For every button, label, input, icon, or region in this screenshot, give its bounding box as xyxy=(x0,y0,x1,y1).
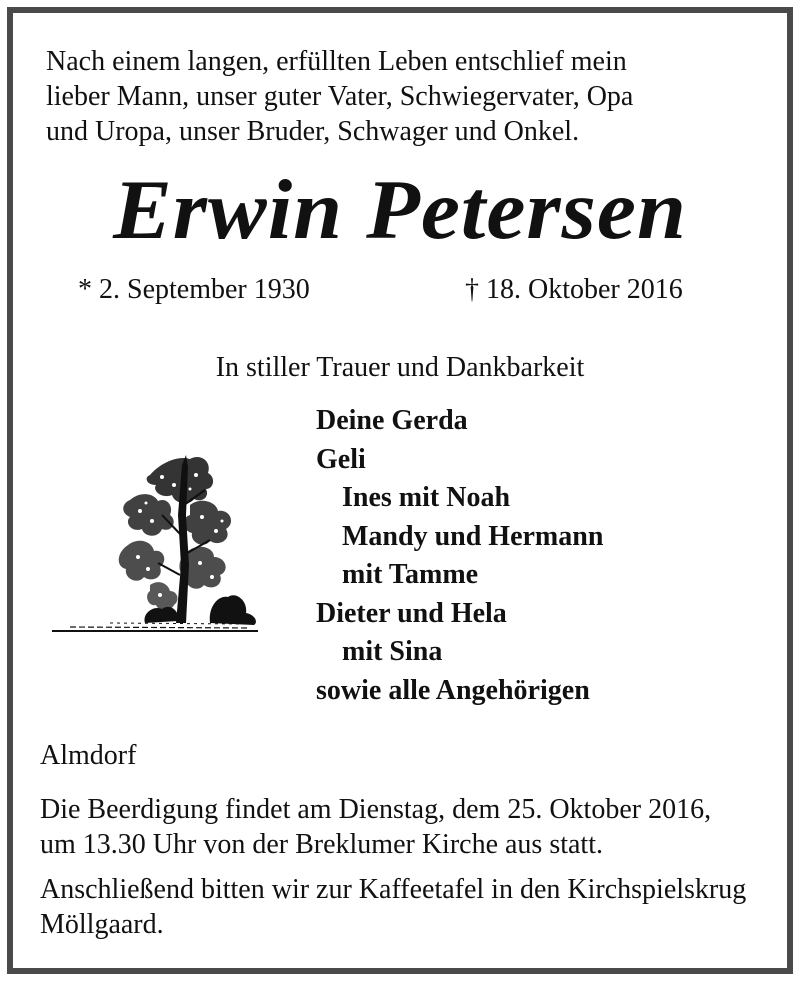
birch-tree-icon xyxy=(50,445,265,640)
family-list xyxy=(316,402,603,710)
intro-text xyxy=(46,44,761,149)
coffee-line: Möllgaard. xyxy=(40,909,164,940)
family-member: Deine Gerda xyxy=(316,405,468,436)
place-name: Almdorf xyxy=(40,740,137,771)
coffee-line: Anschließend bitten wir zur Kaffeetafel in den Kirchspielskrug xyxy=(40,874,747,905)
family-member: mit Sina xyxy=(342,636,443,667)
family-member: Ines mit Noah xyxy=(342,482,511,513)
intro-line: lieber Mann, unser guter Vater, Schwiegervater, Opa xyxy=(46,81,634,112)
family-member: mit Tamme xyxy=(342,559,479,590)
intro-line: Nach einem langen, erfüllten Leben entschlief mein xyxy=(46,46,627,77)
family-member: Dieter und Hela xyxy=(316,597,507,629)
funeral-line: Die Beerdigung findet am Dienstag, dem 25. Oktober 2016, xyxy=(40,794,712,825)
family-member: sowie alle Angehörigen xyxy=(316,674,590,706)
mourning-line: In stiller Trauer und Dankbarkeit xyxy=(215,352,585,383)
funeral-info xyxy=(40,792,765,862)
intro-line: und Uropa, unser Bruder, Schwager und Onkel. xyxy=(46,116,580,147)
family-member: Mandy und Hermann xyxy=(342,520,604,552)
funeral-line: um 13.30 Uhr von der Breklumer Kirche aus statt. xyxy=(40,829,603,860)
birth-date: * 2. September 1930 xyxy=(78,274,310,305)
deceased-name: Erwin Petersen xyxy=(113,163,687,258)
coffee-info xyxy=(40,872,765,942)
family-member: Geli xyxy=(316,443,366,475)
death-date: † 18. Oktober 2016 xyxy=(465,274,683,305)
